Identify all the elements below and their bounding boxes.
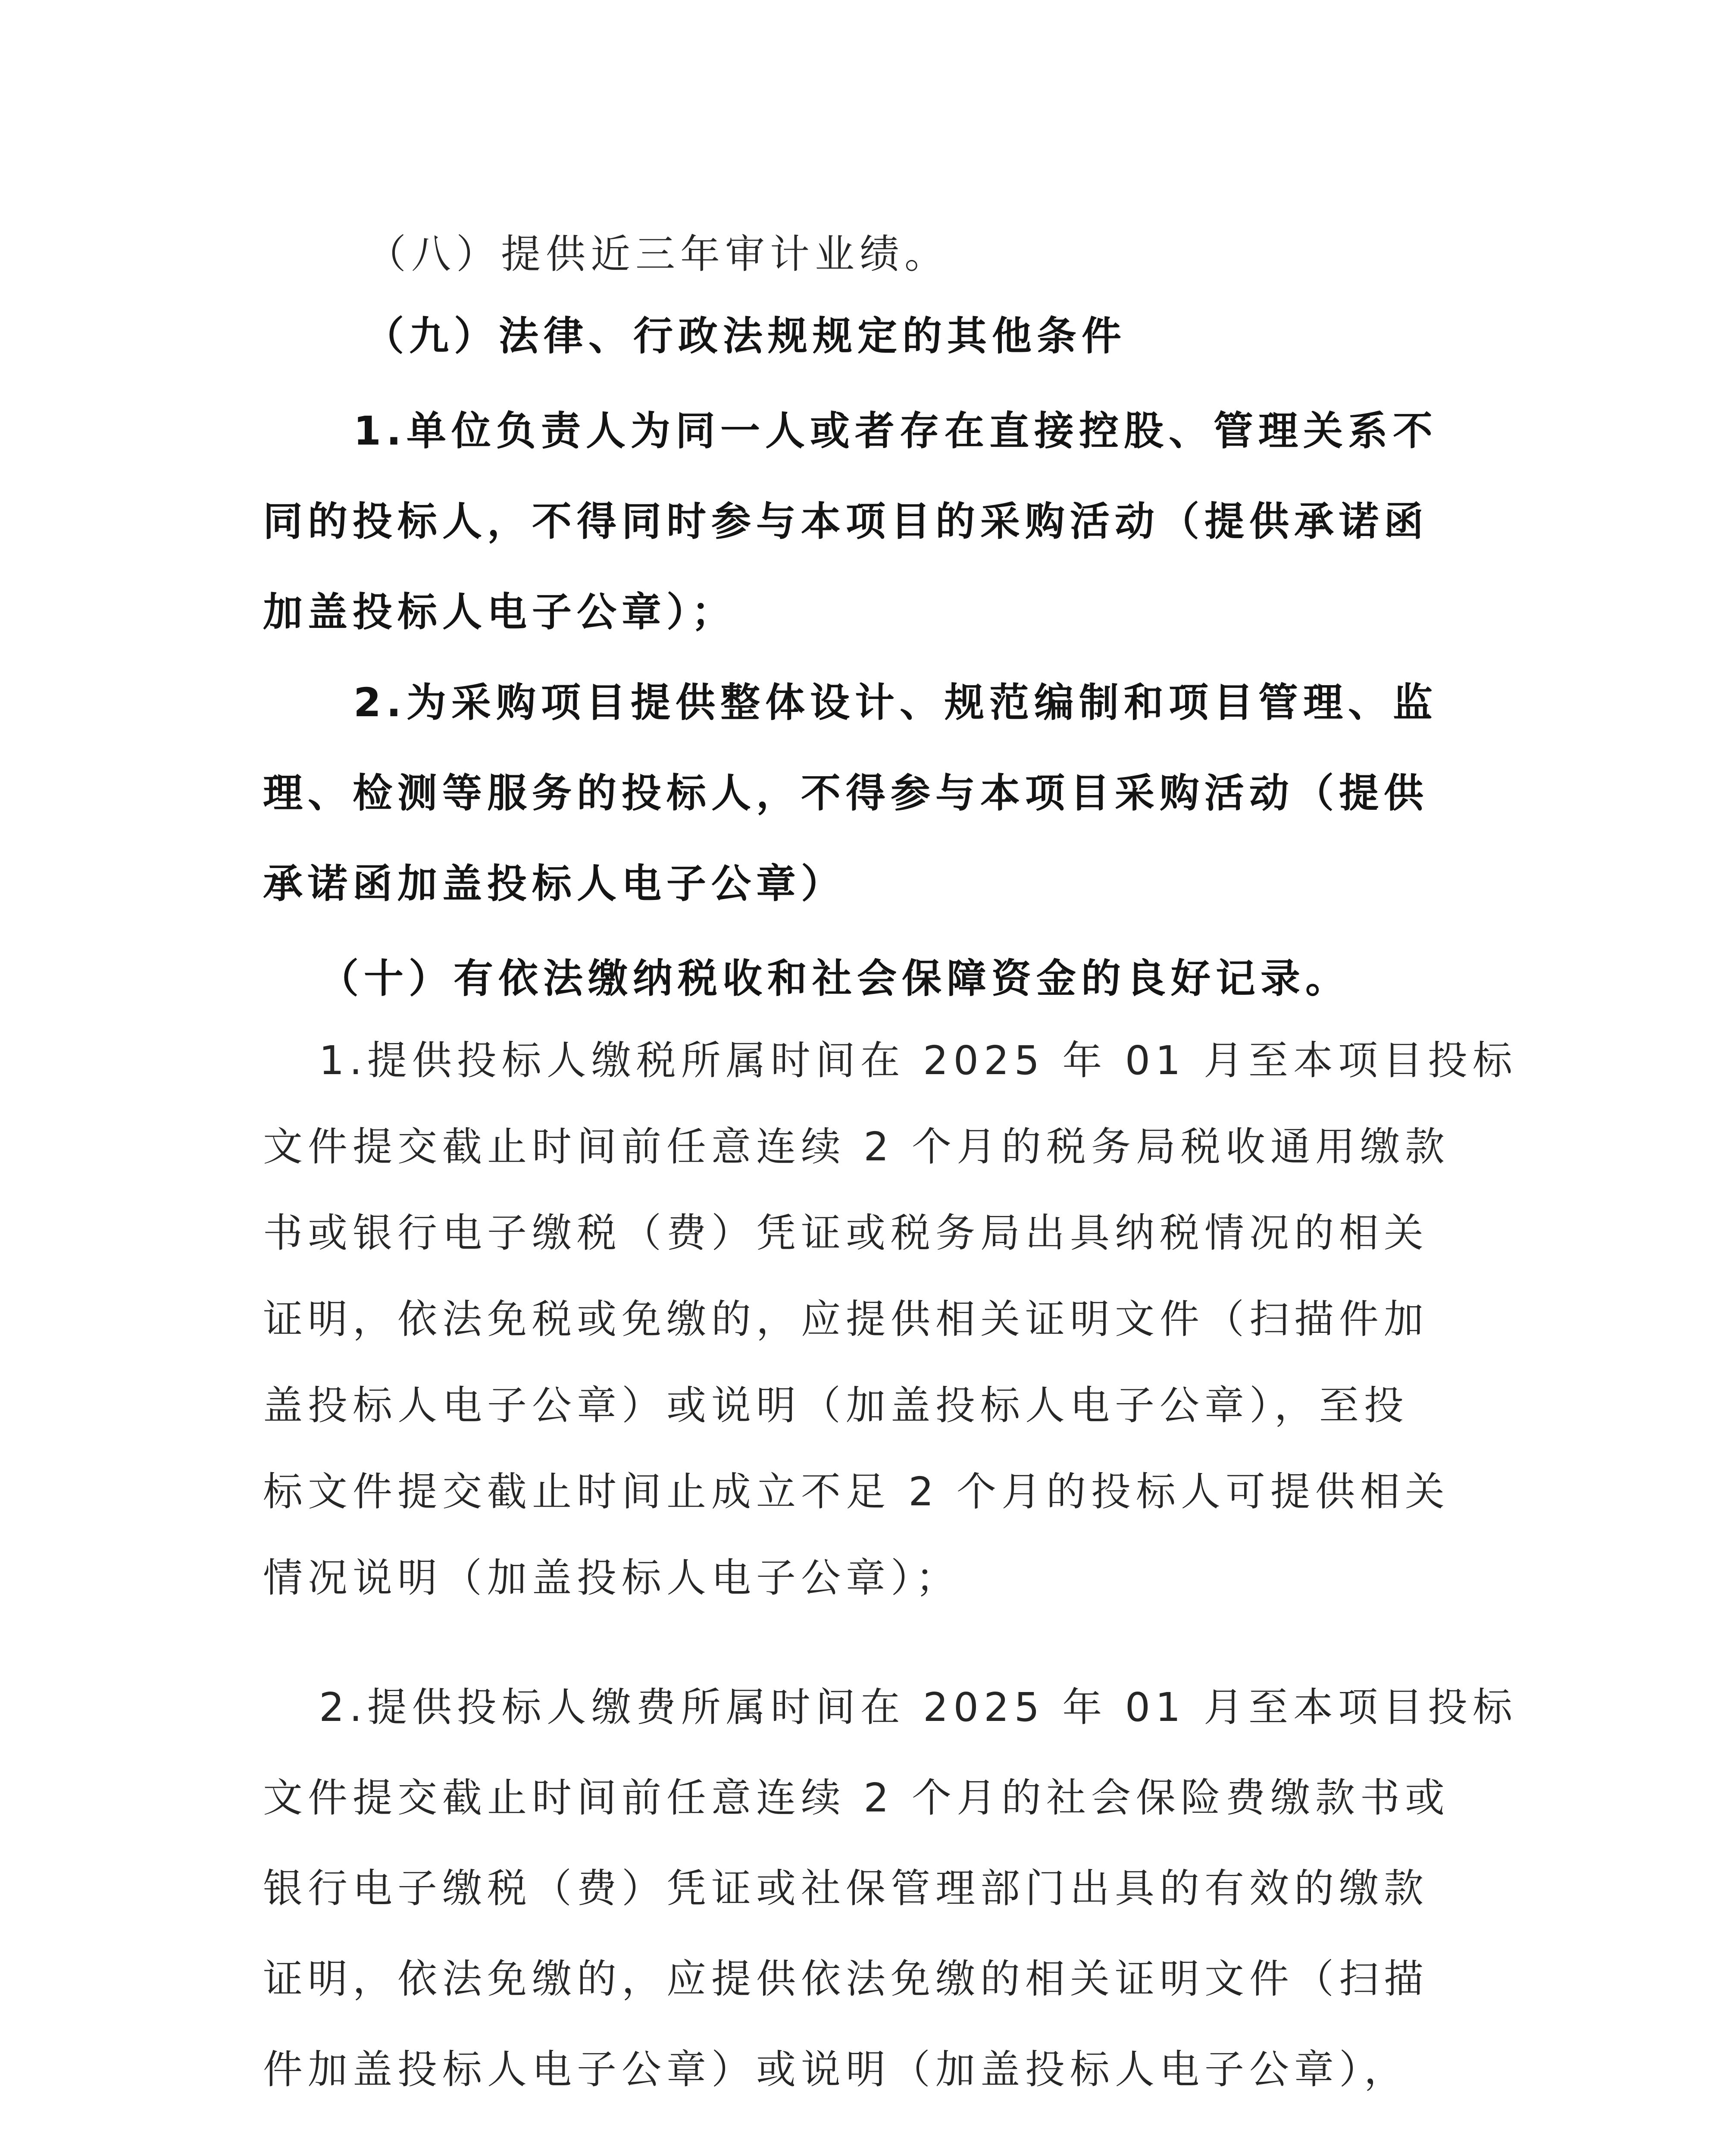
item-9-1-line-2: 同的投标人，不得同时参与本项目的采购活动（提供承诺函 xyxy=(263,498,1429,545)
item-10-1-line-1: 1.提供投标人缴税所属时间在 2025 年 01 月至本项目投标 xyxy=(319,1037,1517,1084)
item-10-2-line-4: 证明，依法免缴的，应提供依法免缴的相关证明文件（扫描 xyxy=(263,1956,1429,2002)
item-10-1-line-5: 盖投标人电子公章）或说明（加盖投标人电子公章），至投 xyxy=(263,1382,1409,1429)
item-9-2-line-3: 承诺函加盖投标人电子公章） xyxy=(263,861,846,907)
item-10-2-line-1: 2.提供投标人缴费所属时间在 2025 年 01 月至本项目投标 xyxy=(319,1684,1517,1730)
item-10-1-line-2: 文件提交截止时间前任意连续 2 个月的税务局税收通用缴款 xyxy=(263,1124,1450,1170)
item-10-heading: （十）有依法缴纳税收和社会保障资金的良好记录。 xyxy=(319,956,1351,1002)
item-9-2-line-2: 理、检测等服务的投标人，不得参与本项目采购活动（提供 xyxy=(263,770,1429,816)
item-10-1-line-6: 标文件提交截止时间止成立不足 2 个月的投标人可提供相关 xyxy=(263,1469,1450,1515)
item-10-1-line-7: 情况说明（加盖投标人电子公章）； xyxy=(263,1555,961,1601)
item-9-2-line-1: 2.为采购项目提供整体设计、规范编制和项目管理、监 xyxy=(353,680,1438,726)
item-10-2-line-5: 件加盖投标人电子公章）或说明（加盖投标人电子公章）， xyxy=(263,2046,1409,2093)
item-10-1-line-3: 书或银行电子缴税（费）凭证或税务局出具纳税情况的相关 xyxy=(263,1210,1429,1256)
item-8-audit-performance: （八）提供近三年审计业绩。 xyxy=(366,231,950,277)
item-10-2-line-2: 文件提交截止时间前任意连续 2 个月的社会保险费缴款书或 xyxy=(263,1775,1450,1821)
item-9-1-line-1: 1.单位负责人为同一人或者存在直接控股、管理关系不 xyxy=(353,408,1438,454)
item-9-1-line-3: 加盖投标人电子公章）； xyxy=(263,589,737,635)
item-10-2-line-3: 银行电子缴税（费）凭证或社保管理部门出具的有效的缴款 xyxy=(263,1865,1429,1912)
item-10-1-line-4: 证明，依法免税或免缴的，应提供相关证明文件（扫描件加 xyxy=(263,1296,1429,1342)
item-9-heading: （九）法律、行政法规规定的其他条件 xyxy=(364,313,1127,359)
